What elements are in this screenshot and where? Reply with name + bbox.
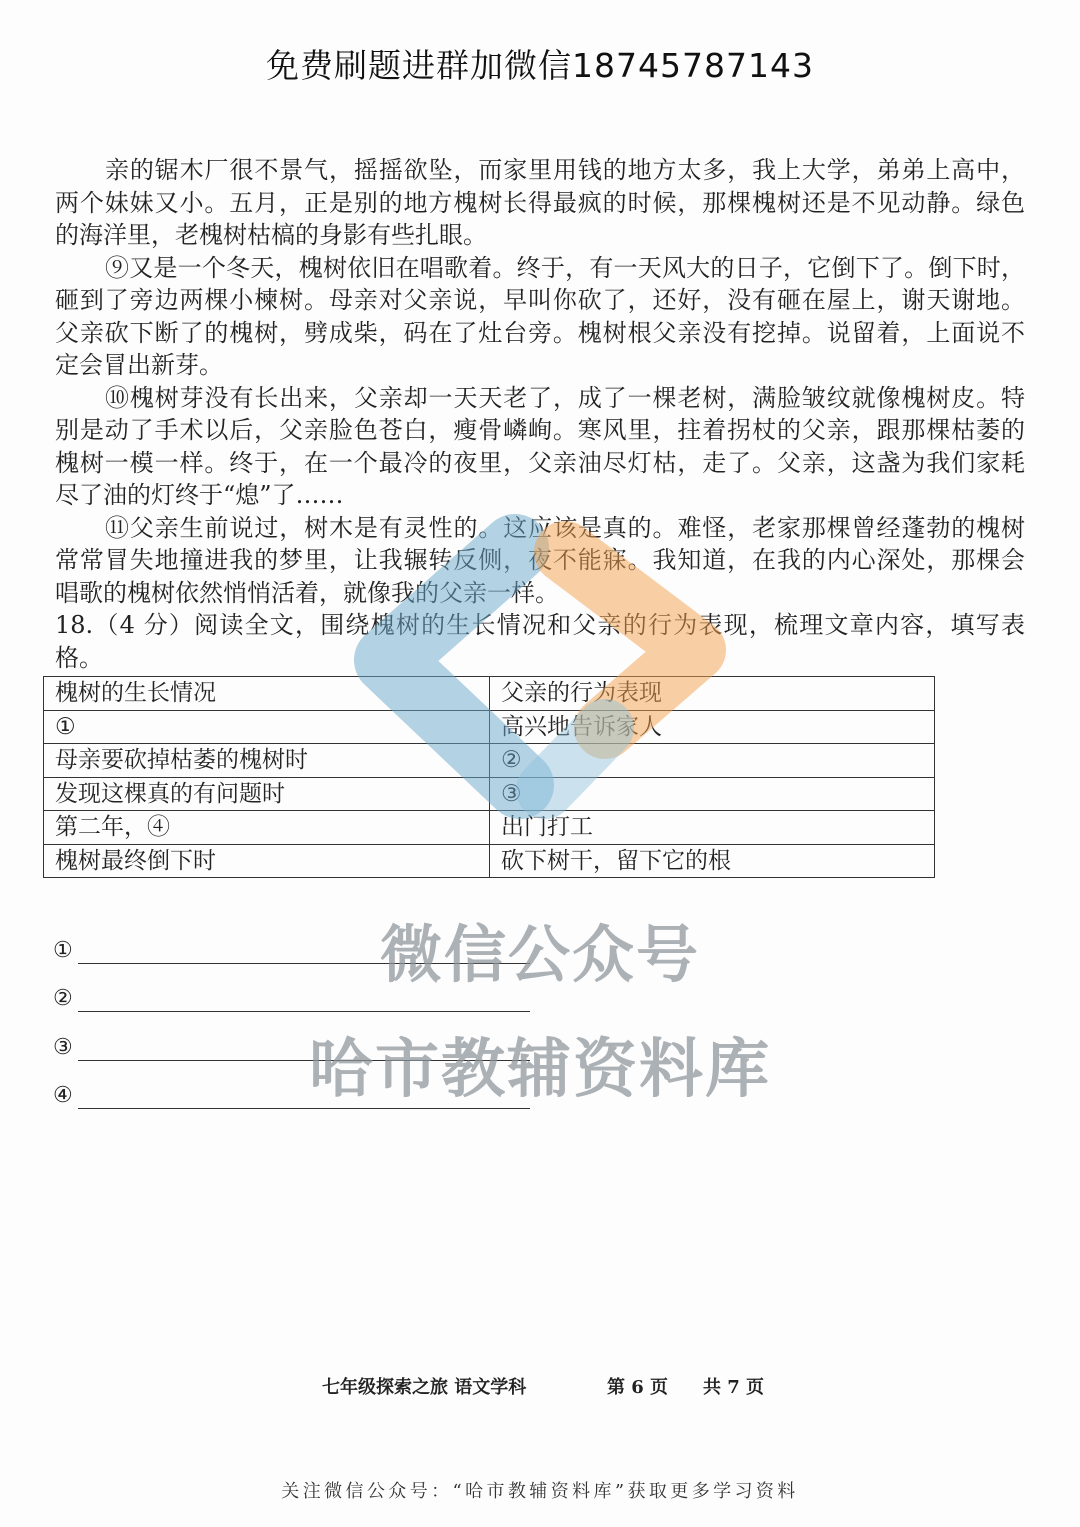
answer-label: ②	[53, 986, 73, 1012]
passage-text	[55, 154, 1025, 674]
answer-blanks	[53, 936, 530, 1130]
passage-line: ⑩槐树芽没有长出来，父亲却一天天老了，成了一棵老树，满脸皱纹就像槐树皮。特	[105, 383, 1025, 412]
answer-line	[78, 1033, 530, 1061]
footer-page-number: 第 6 页	[607, 1377, 669, 1398]
table-cell: 槐树的生长情况	[44, 677, 490, 711]
passage-line: 砸到了旁边两棵小楝树。母亲对父亲说，早叫你砍了，还好，没有砸在屋上，谢天谢地。	[55, 286, 1025, 314]
answer-blank-4	[53, 1081, 530, 1129]
table-cell: 槐树最终倒下时	[44, 844, 490, 878]
passage-line: ⑨又是一个冬天，槐树依旧在唱歌着。终于，有一天风大的日子，它倒下了。倒下时，	[105, 253, 1025, 282]
answer-label: ④	[53, 1083, 73, 1109]
passage-line: 常常冒失地撞进我的梦里，让我辗转反侧，夜不能寐。我知道，在我的内心深处，那棵会	[55, 546, 1025, 574]
passage-line: 亲的锯木厂很不景气，摇摇欲坠，而家里用钱的地方太多，我上大学，弟弟上高中，	[105, 156, 1025, 184]
table-cell: 第二年，④	[44, 811, 490, 845]
question-18-line: 18.（4 分）阅读全文，围绕槐树的生长情况和父亲的行为表现，梳理文章内容，填写表	[55, 611, 1025, 639]
answer-line	[78, 1081, 530, 1109]
table-cell: 母亲要砍掉枯萎的槐树时	[44, 744, 490, 778]
table-cell: 父亲的行为表现	[490, 677, 935, 711]
passage-line: 尽了油的灯终于“熄”了……	[55, 481, 344, 509]
promo-header: 免费刷题进群加微信18745787143	[266, 46, 814, 85]
table-cell: ②	[490, 744, 935, 778]
passage-line: 别是动了手术以后，父亲脸色苍白，瘦骨嶙峋。寒风里，拄着拐杖的父亲，跟那棵枯萎的	[55, 416, 1025, 444]
footer-subject: 七年级探索之旅 语文学科	[322, 1377, 527, 1398]
answer-label: ①	[53, 938, 73, 963]
watermark-line-2: 哈市教辅资料库	[309, 1033, 771, 1107]
answer-blank-1	[53, 936, 530, 984]
passage-line: 唱歌的槐树依然悄悄活着，就像我的父亲一样。	[55, 578, 559, 607]
answer-blank-3	[53, 1033, 530, 1081]
passage-line: ⑪父亲生前说过，树木是有灵性的。这应该是真的。难怪，老家那棵曾经蓬勃的槐树	[105, 513, 1025, 542]
footer-page-total: 共 7 页	[703, 1377, 765, 1398]
table-row	[44, 844, 935, 878]
table-cell: 高兴地告诉家人	[490, 710, 935, 744]
table-row	[44, 710, 935, 744]
passage-line: 定会冒出新芽。	[55, 351, 223, 379]
passage-line: 的海洋里，老槐树枯槁的身影有些扎眼。	[55, 221, 487, 249]
passage-line: 槐树一模一样。终于，在一个最冷的夜里，父亲油尽灯枯，走了。父亲，这盏为我们家耗	[55, 448, 1025, 477]
answer-label: ③	[53, 1034, 73, 1060]
question-18-line: 格。	[55, 643, 103, 672]
answer-line	[78, 936, 530, 964]
table-cell: 发现这棵真的有问题时	[44, 777, 490, 811]
answer-line	[78, 984, 530, 1012]
table-cell: ①	[44, 710, 490, 744]
table-cell: ③	[490, 777, 935, 811]
answer-table	[43, 676, 935, 878]
table-cell: 出门打工	[490, 811, 935, 845]
answer-blank-2	[53, 984, 530, 1032]
watermark-line-1: 微信公众号	[379, 918, 700, 991]
table-row	[44, 811, 935, 845]
passage-line: 两个妹妹又小。五月，正是别的地方槐树长得最疯的时候，那棵槐树还是不见动静。绿色	[55, 188, 1025, 217]
table-row	[44, 744, 935, 778]
bottom-note: 关注微信公众号：“哈市教辅资料库”获取更多学习资料	[281, 1481, 799, 1502]
table-cell: 砍下树干，留下它的根	[490, 844, 935, 878]
table-row	[44, 777, 935, 811]
table-header-row	[44, 677, 935, 711]
passage-line: 父亲砍下断了的槐树，劈成柴，码在了灶台旁。槐树根父亲没有挖掉。说留着，上面说不	[55, 318, 1025, 347]
